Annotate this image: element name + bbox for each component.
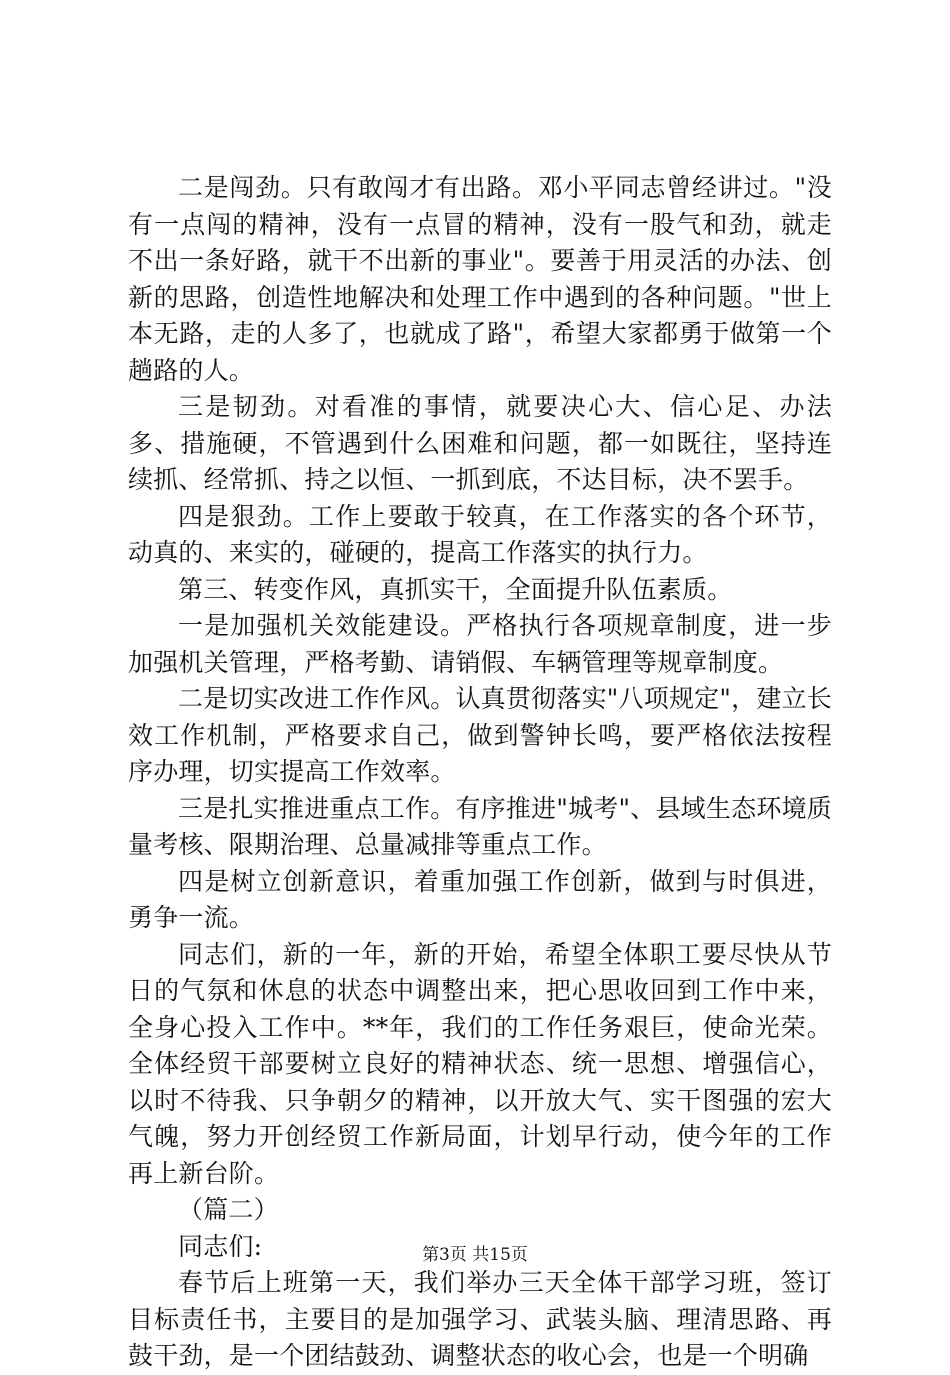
page-number-footer: 第3页 共15页 <box>422 1245 528 1265</box>
paragraph-yi-shi-jiaqiang: 一是加强机关效能建设。严格执行各项规章制度，进一步加强机关管理，严格考勤、请销假、车辆管理等规章制度。 <box>128 611 832 677</box>
salutation: 同志们: <box>178 1231 263 1261</box>
paragraph-san-shi-ren-jin: 三是韧劲。对看准的事情，就要决心大、信心足、办法多、措施硬，不管遇到什么困难和问题，都一如既往，坚持连续抓、经常抓、持之以恒、一抓到底，不达目标，决不罢手。 <box>128 392 832 494</box>
paragraph-er-shi-gaijin: 二是切实改进工作作风。认真贯彻落实"八项规定"，建立长效工作机制，严格要求自己，做到警钟长鸣，要严格依法按程序办理，切实提高工作效率。 <box>128 684 832 786</box>
paragraph-san-shi-tuijin: 三是扎实推进重点工作。有序推进"城考"、县域生态环境质量考核、限期治理、总量减排等重点工作。 <box>128 793 832 859</box>
section-label-pian-er: （篇二） <box>178 1195 279 1224</box>
paragraph-si-shi-chuangxin: 四是树立创新意识，着重加强工作创新，做到与时俱进，勇争一流。 <box>128 866 832 932</box>
paragraph-closing-remarks: 同志们，新的一年，新的开始，希望全体职工要尽快从节日的气氛和休息的状态中调整出来，把心思收回到工作中来，全身心投入工作中。**年，我们的工作任务艰巨，使命光荣。全体经贸干部要树立良好的精神状态、统一思想、增强信心，以时不待我、只争朝夕的精神，以开放大气、实干图强的宏大气魄，努力开创经贸工作新局面，计划早行动，使今年的工作再上新台阶。 <box>128 939 832 1188</box>
document-body <box>128 170 832 1375</box>
paragraph-si-shi-hen-jin: 四是狠劲。工作上要敢于较真，在工作落实的各个环节，动真的、来实的，碰硬的，提高工作落实的执行力。 <box>128 501 832 567</box>
paragraph-spring-festival: 春节后上班第一天，我们举办三天全体干部学习班，签订目标责任书，主要目的是加强学习、武装头脑、理清思路、再鼓干劲，是一个团结鼓劲、调整状态的收心会，也是一个明确 <box>128 1268 832 1370</box>
paragraph-er-shi-chuang-jin: 二是闯劲。只有敢闯才有出路。邓小平同志曾经讲过。"没有一点闯的精神，没有一点冒的精神，没有一股气和劲，就走不出一条好路，就干不出新的事业"。要善于用灵活的办法、创新的思路，创造性地解决和处理工作中遇到的各种问题。"世上本无路，走的人多了，也就成了路"，希望大家都勇于做第一个趟路的人。 <box>128 173 832 385</box>
section-heading-di-san: 第三、转变作风，真抓实干，全面提升队伍素质。 <box>178 574 733 604</box>
